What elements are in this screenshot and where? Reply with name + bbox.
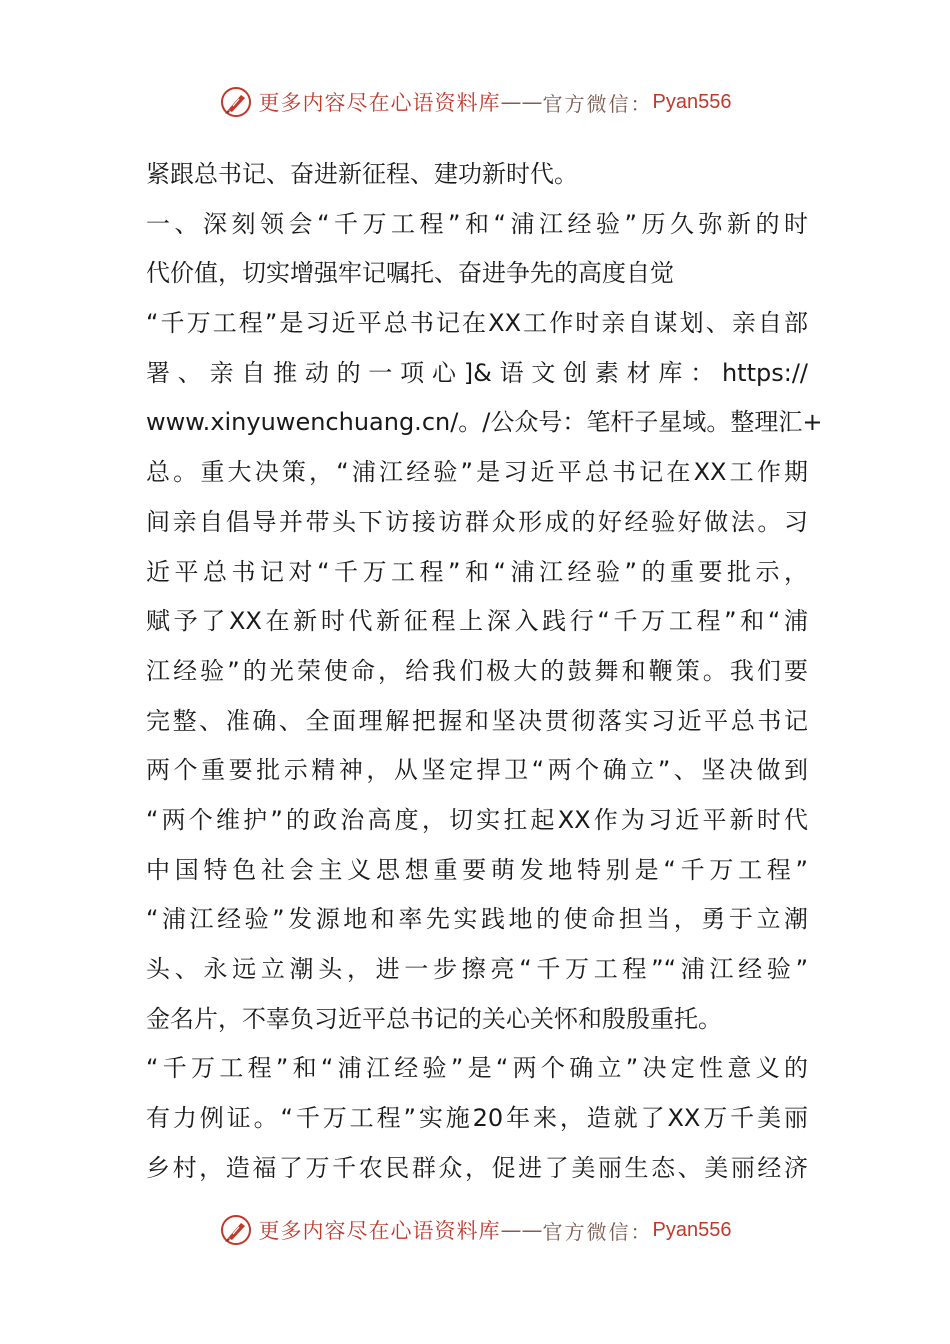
text-line: 赋予了XX在新时代新征程上深入践行“千万工程”和“浦 <box>146 607 808 636</box>
text-line: 中国特色社会主义思想重要萌发地特别是“千万工程” <box>146 855 808 884</box>
text-line: 间亲自倡导并带头下访接访群众形成的好经验好做法。习 <box>146 507 808 536</box>
footer-banner <box>0 1210 950 1250</box>
wechat-id: Pyan556 <box>652 90 732 113</box>
text-line: “千万工程”和“浦江经验”是“两个确立”决定性意义的 <box>146 1054 808 1083</box>
text-line: 头、永远立潮头，进一步擦亮“千万工程”“浦江经验” <box>146 955 808 983</box>
wechat-id: Pyan556 <box>652 1218 732 1241</box>
section-heading-line: 代价值，切实增强牢记嘱托、奋进争先的高度自觉 <box>146 259 674 288</box>
wechat-label: 官方微信： <box>542 91 653 116</box>
text-line: www.xinyuwenchuang.cn/。/公众号：笔杆子星域。整理汇+ <box>146 408 823 437</box>
text-line: 总。重大决策，“浦江经验”是习近平总书记在XX工作期 <box>146 458 808 487</box>
text-line: “千万工程”是习近平总书记在XX工作时亲自谋划、亲自部 <box>146 309 808 338</box>
text-line: 有力例证。“千万工程”实施20年来，造就了XX万千美丽 <box>146 1104 808 1133</box>
document-body <box>146 150 823 1193</box>
text-line: 江经验”的光荣使命，给我们极大的鼓舞和鞭策。我们要 <box>146 656 808 685</box>
text-line: 署、亲自推动的一项心]&语文创素材库：https:// <box>146 358 808 387</box>
fountain-pen-logo-icon <box>219 1213 253 1247</box>
text-line: 紧跟总书记、奋进新征程、建功新时代。 <box>146 160 578 188</box>
fountain-pen-logo-icon <box>219 85 253 119</box>
text-line: 乡村，造福了万千农民群众，促进了美丽生态、美丽经济 <box>146 1153 808 1182</box>
text-line: 近平总书记对“千万工程”和“浦江经验”的重要批示， <box>146 557 808 586</box>
header-banner <box>0 82 950 122</box>
text-line: “浦江经验”发源地和率先实践地的使命担当，勇于立潮 <box>146 905 808 934</box>
wechat-label: 官方微信： <box>542 1219 653 1244</box>
banner-text: 更多内容尽在心语资料库 <box>258 91 501 115</box>
banner-separator: —— <box>500 90 543 114</box>
text-line: 金名片，不辜负习近平总书记的关心关怀和殷殷重托。 <box>146 1004 722 1033</box>
section-heading-line: 一、深刻领会“千万工程”和“浦江经验”历久弥新的时 <box>146 209 808 238</box>
text-line: 两个重要批示精神，从坚定捍卫“两个确立”、坚决做到 <box>146 756 808 785</box>
banner-text: 更多内容尽在心语资料库 <box>258 1219 501 1243</box>
text-line: 完整、准确、全面理解把握和坚决贯彻落实习近平总书记 <box>146 706 808 735</box>
banner-separator: —— <box>500 1218 543 1242</box>
text-line: “两个维护”的政治高度，切实扛起XX作为习近平新时代 <box>146 805 808 834</box>
